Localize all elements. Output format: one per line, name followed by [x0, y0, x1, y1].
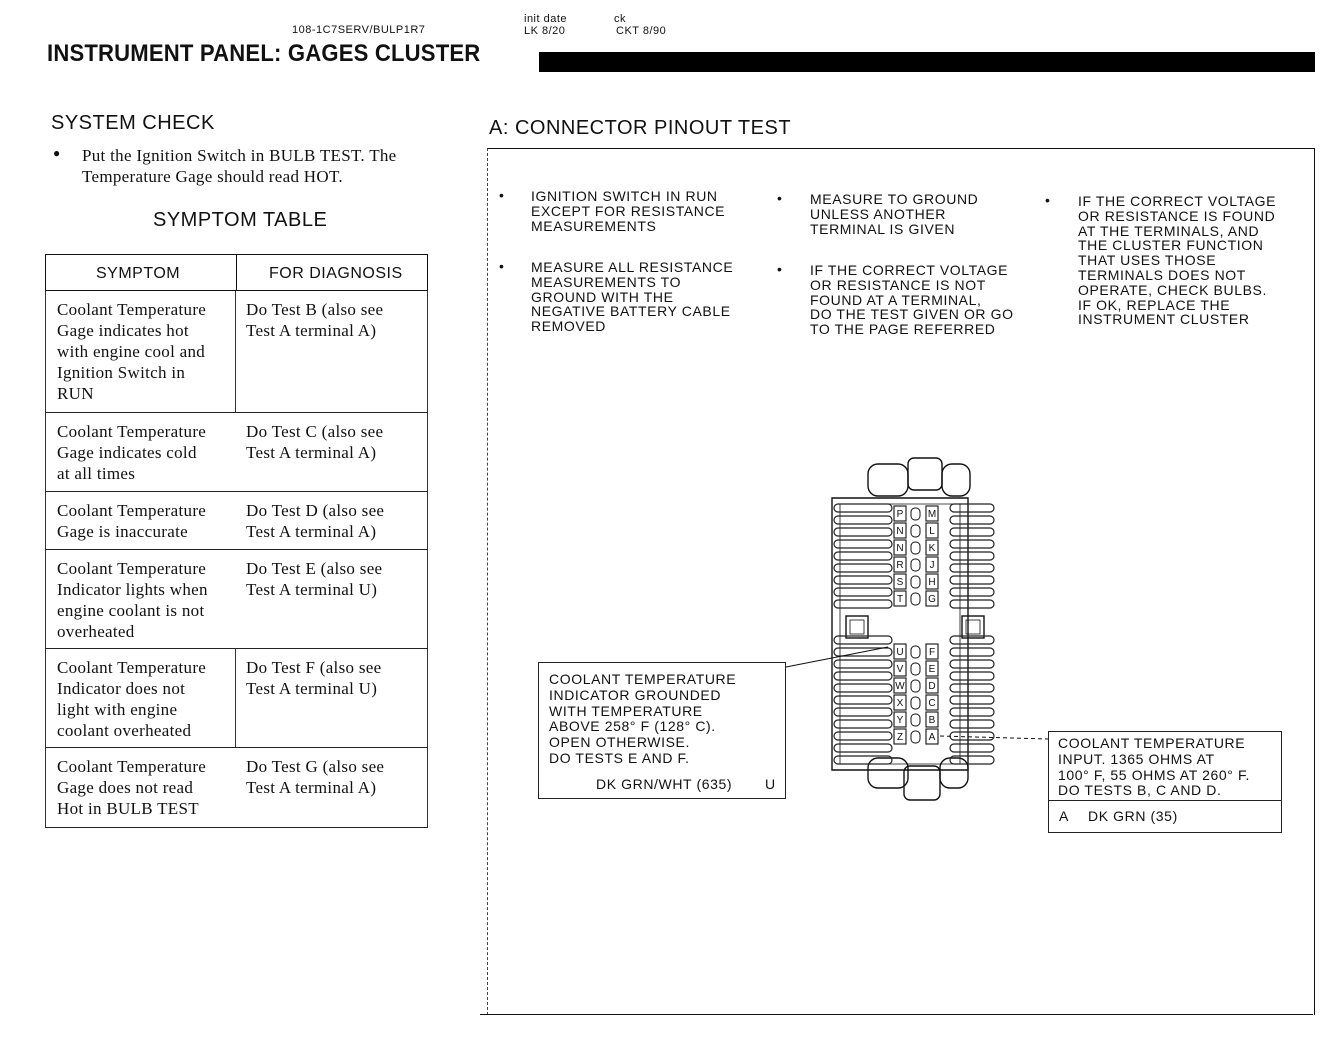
title-rule-bar: [539, 52, 1315, 72]
connector-rib: [834, 540, 892, 548]
connector-test-heading: A: CONNECTOR PINOUT TEST: [489, 117, 792, 139]
terminal-label-a: A: [1059, 808, 1069, 824]
system-check-line-1: Put the Ignition Switch in BULB TEST. The: [82, 146, 397, 165]
wire-color-a: DK GRN (35): [1088, 808, 1178, 824]
pin-label: W: [895, 681, 905, 692]
system-check-line-2: Temperature Gage should read HOT.: [82, 167, 343, 186]
check-value: CKT 8/90: [616, 25, 667, 37]
pin-label: N: [896, 526, 904, 537]
pin-label: C: [928, 698, 936, 709]
connector-rib: [834, 564, 892, 572]
symptom-cell: Coolant Temperature Gage is inaccurate: [57, 501, 207, 541]
pin-label: X: [896, 698, 904, 709]
note-measure-ground: MEASURE TO GROUND UNLESS ANOTHER TERMINAL IS GIVEN: [810, 191, 979, 237]
symptom-cell: Coolant Temperature Indicator does not light with engine coolant overheated: [57, 658, 207, 740]
symptom-cell: Coolant Temperature Gage indicates cold at all times: [57, 422, 207, 483]
column-header-symptom: SYMPTOM: [96, 265, 181, 282]
pin-label: G: [928, 594, 936, 605]
pin-label: E: [928, 664, 936, 675]
diagnosis-cell: Do Test E (also see Test A terminal U): [246, 559, 383, 599]
pin-label: M: [927, 509, 937, 520]
check-label: ck: [614, 13, 626, 25]
connector-rib: [950, 600, 994, 608]
connector-rib: [834, 528, 892, 536]
connector-rib: [950, 564, 994, 572]
diagnosis-cell: Do Test D (also see Test A terminal A): [246, 501, 385, 541]
bullet-icon: •: [499, 187, 504, 203]
pin-label: P: [896, 509, 904, 520]
bullet-icon: ●: [53, 146, 61, 160]
pin-socket: [911, 593, 920, 605]
diagnosis-cell: Do Test B (also see Test A terminal A): [246, 300, 384, 340]
connector-rib: [950, 516, 994, 524]
pin-label: J: [929, 560, 935, 571]
connector-rib: [834, 600, 892, 608]
diagnosis-cell: Do Test C (also see Test A terminal A): [246, 422, 384, 462]
symptom-table-heading: SYMPTOM TABLE: [153, 209, 328, 231]
table-row: [45, 649, 428, 748]
bullet-icon: •: [1045, 192, 1050, 208]
pin-socket: [911, 559, 920, 571]
connector-rib: [950, 528, 994, 536]
pin-label: A: [928, 732, 936, 743]
pin-label: S: [896, 577, 904, 588]
init-label: init date: [524, 13, 568, 25]
system-check-heading: SYSTEM CHECK: [51, 112, 215, 134]
table-row: [45, 492, 428, 550]
connector-rib: [950, 576, 994, 584]
connector-rib: [950, 756, 994, 764]
pin-label: D: [928, 681, 936, 692]
symptom-table: [45, 254, 428, 818]
pin-label: N: [896, 543, 904, 554]
page-title: INSTRUMENT PANEL: GAGES CLUSTER: [47, 40, 481, 67]
leader-lines: [780, 640, 1080, 750]
init-value: LK 8/20: [524, 25, 566, 37]
terminal-label-u: U: [765, 776, 776, 792]
table-row: [45, 413, 428, 492]
table-row: [45, 291, 428, 413]
pin-label: V: [896, 664, 904, 675]
connector-rib: [950, 504, 994, 512]
pin-socket: [911, 508, 920, 520]
note-measure-resistance: MEASURE ALL RESISTANCE MEASUREMENTS TO GROUND WITH THE NEGATIVE BATTERY CABLE REMOVED: [531, 259, 734, 335]
connector-rib: [950, 540, 994, 548]
pin-socket: [911, 576, 920, 588]
symptom-cell: Coolant Temperature Gage does not read Hot in BULB TEST: [57, 757, 207, 818]
panel-bottom-rule: [480, 1014, 1313, 1015]
wire-color-u: DK GRN/WHT (635): [596, 776, 733, 792]
bullet-icon: •: [777, 261, 782, 277]
column-header-diagnosis: FOR DIAGNOSIS: [269, 265, 403, 282]
pin-socket: [911, 525, 920, 537]
pin-label: U: [896, 647, 904, 658]
note-voltage-found: IF THE CORRECT VOLTAGE OR RESISTANCE IS FOUND AT THE TERMINALS, AND THE CLUSTER FUNCTION THAT USES THOSE TERMINALS DOES NOT OPERATE, CHECK BULBS. IF OK, REPLACE THE INSTRUMENT CLUSTER: [1078, 193, 1277, 328]
connector-rib: [834, 756, 892, 764]
pin-label: L: [929, 526, 935, 537]
table-row: [45, 550, 428, 649]
pin-label: H: [928, 577, 936, 588]
pin-label: B: [928, 715, 936, 726]
bullet-icon: •: [499, 258, 504, 274]
symptom-cell: Coolant Temperature Indicator lights when engine coolant is not overheated: [57, 559, 208, 641]
pin-label: T: [896, 594, 904, 605]
callout-terminal-a: COOLANT TEMPERATURE INPUT. 1365 OHMS AT 100° F, 55 OHMS AT 260° F. DO TESTS B, C AND D. A DK GRN (35): [1048, 731, 1282, 833]
connector-rib: [834, 552, 892, 560]
pin-label: K: [928, 543, 936, 554]
connector-rib: [950, 588, 994, 596]
document-id: 108-1C7SERV/BULP1R7: [292, 24, 426, 36]
pin-label: Y: [896, 715, 904, 726]
connector-rib: [834, 504, 892, 512]
connector-rib: [834, 576, 892, 584]
table-header-row: [45, 254, 428, 291]
bullet-icon: •: [777, 190, 782, 206]
connector-rib: [834, 516, 892, 524]
table-row: [45, 748, 428, 828]
note-voltage-not-found: IF THE CORRECT VOLTAGE OR RESISTANCE IS NOT FOUND AT A TERMINAL, DO THE TEST GIVEN OR GO TO THE PAGE REFERRED: [810, 262, 1014, 338]
callout-terminal-u: COOLANT TEMPERATURE INDICATOR GROUNDED WITH TEMPERATURE ABOVE 258° F (128° C). OPEN OTHERWISE. DO TESTS E AND F. DK GRN/WHT (635) U: [538, 662, 786, 799]
pin-label: F: [928, 647, 936, 658]
symptom-cell: Coolant Temperature Gage indicates hot with engine cool and Ignition Switch in RUN: [57, 300, 207, 403]
connector-rib: [834, 588, 892, 596]
diagnosis-cell: Do Test G (also see Test A terminal A): [246, 757, 385, 797]
connector-diagram: [780, 440, 1020, 810]
connector-rib: [950, 552, 994, 560]
pin-label: R: [896, 560, 904, 571]
note-ignition-run: IGNITION SWITCH IN RUN EXCEPT FOR RESISTANCE MEASUREMENTS: [531, 188, 726, 234]
pin-label: Z: [896, 732, 904, 743]
pin-socket: [911, 542, 920, 554]
diagnosis-cell: Do Test F (also see Test A terminal U): [246, 658, 382, 698]
